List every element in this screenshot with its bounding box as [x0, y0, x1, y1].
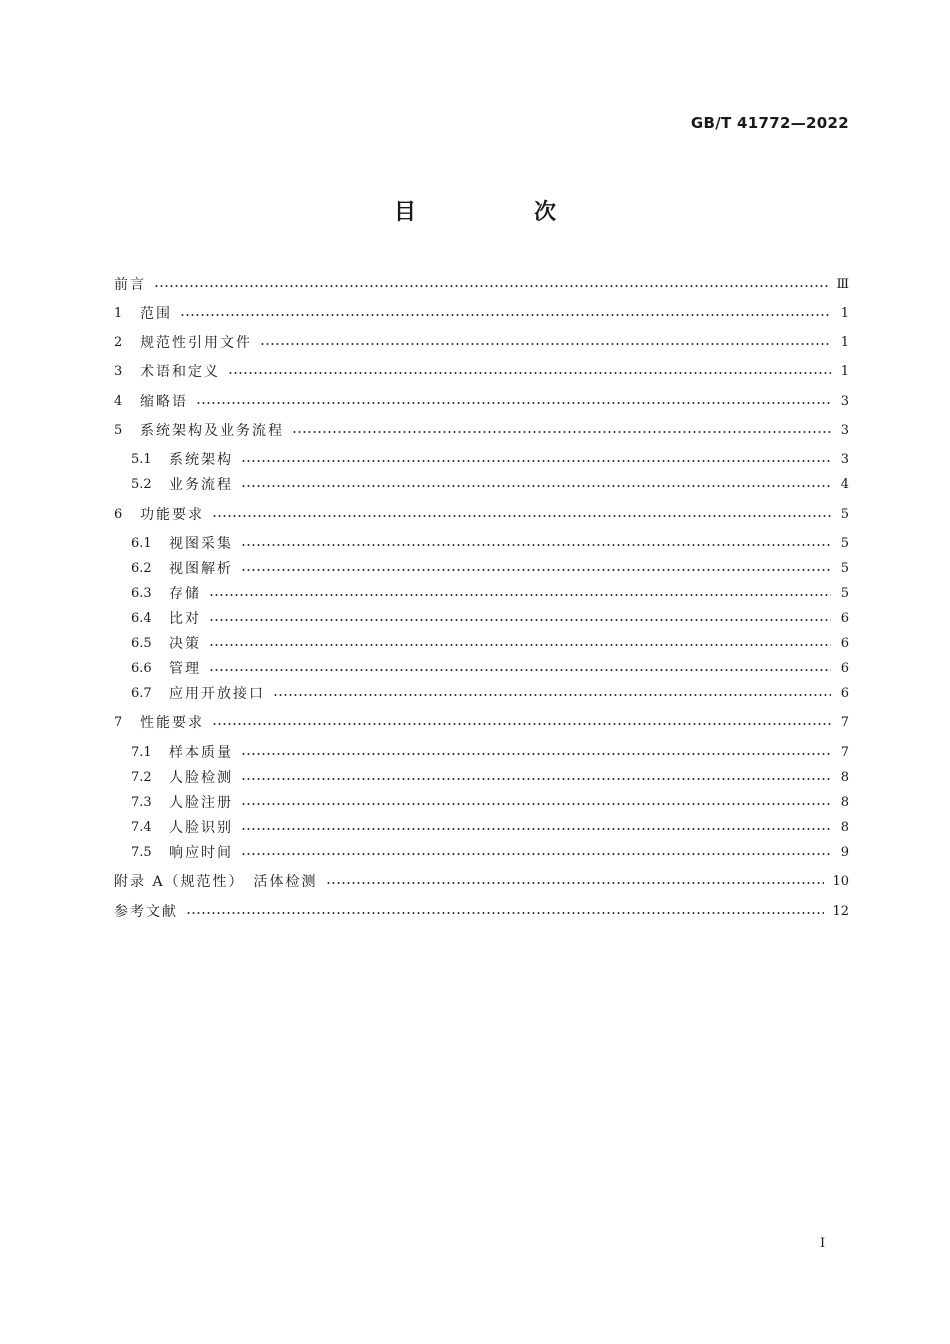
toc-entry-page: 1: [840, 335, 849, 350]
dot-leader: [180, 314, 831, 316]
toc-entry-page: 4: [840, 477, 849, 492]
dot-leader: [196, 402, 831, 404]
toc-entry-number: 6.2: [131, 561, 152, 576]
dot-leader: [241, 828, 831, 830]
toc-entry-title: 规范性引用文件: [140, 335, 252, 351]
toc-entry-title: 业务流程: [169, 477, 233, 493]
dot-leader: [241, 778, 831, 780]
toc-entry-number: 5: [114, 423, 123, 438]
toc-entry-title: 系统架构: [169, 452, 233, 468]
toc-entry-number: 5.2: [131, 477, 152, 492]
toc-entry-number: 3: [114, 364, 123, 379]
toc-entry-page: 5: [840, 536, 849, 551]
toc-entry-title: 附录 A（规范性） 活体检测: [114, 874, 318, 890]
toc-entry-page: 7: [840, 745, 849, 760]
toc-entry-page: 8: [840, 770, 849, 785]
dot-leader: [209, 644, 831, 646]
footer-page-number: I: [820, 1236, 826, 1251]
toc-entry[interactable]: [131, 683, 849, 705]
toc-entry[interactable]: [131, 474, 849, 496]
toc-entry-number: 1: [114, 306, 123, 321]
toc-entry[interactable]: [131, 449, 849, 471]
toc-entry-number: 6.1: [131, 536, 152, 551]
toc-entry-number: 7.1: [131, 745, 152, 760]
toc-entry-page: 5: [840, 586, 849, 601]
toc-entry-number: 4: [114, 394, 123, 409]
toc-entry-title: 范围: [140, 306, 172, 322]
toc-entry[interactable]: [131, 583, 849, 605]
dot-leader: [260, 343, 831, 345]
toc-entry-number: 7.3: [131, 795, 152, 810]
toc-entry-page: 12: [832, 904, 849, 919]
toc-entry[interactable]: [114, 274, 849, 296]
toc-entry-number: 6.4: [131, 611, 152, 626]
toc-entry[interactable]: [131, 633, 849, 655]
toc-entry[interactable]: [114, 391, 849, 413]
toc-entry-number: 6: [114, 507, 123, 522]
toc-entry-title: 术语和定义: [140, 364, 220, 380]
dot-leader: [209, 669, 831, 671]
dot-leader: [209, 594, 831, 596]
toc-entry-page: 8: [840, 795, 849, 810]
toc-entry-page: 9: [840, 845, 849, 860]
toc-entry-title: 人脸识别: [169, 820, 233, 836]
toc-entry-title: 系统架构及业务流程: [140, 423, 284, 439]
dot-leader: [228, 372, 831, 374]
toc-entry-page: Ⅲ: [836, 277, 849, 292]
toc-entry-title: 性能要求: [140, 715, 204, 731]
dot-leader: [241, 803, 831, 805]
toc-entry-page: 8: [840, 820, 849, 835]
standard-code: GB/T 41772—2022: [690, 114, 849, 132]
toc-entry[interactable]: [114, 901, 849, 923]
dot-leader: [241, 460, 831, 462]
dot-leader: [273, 694, 831, 696]
toc-entry-page: 6: [840, 611, 849, 626]
toc-entry-number: 7: [114, 715, 123, 730]
toc-entry-title: 决策: [169, 636, 201, 652]
toc-entry[interactable]: [114, 420, 849, 442]
toc-entry-title: 人脸注册: [169, 795, 233, 811]
dot-leader: [241, 753, 831, 755]
toc-entry-title: 响应时间: [169, 845, 233, 861]
dot-leader: [212, 723, 831, 725]
toc-entry-page: 6: [840, 686, 849, 701]
toc-entry-page: 3: [840, 394, 849, 409]
toc-entry[interactable]: [114, 712, 849, 734]
toc-entry[interactable]: [131, 842, 849, 864]
toc-entry-page: 10: [832, 874, 849, 889]
toc-entry-title: 应用开放接口: [169, 686, 265, 702]
dot-leader: [241, 569, 831, 571]
toc-entry-number: 7.2: [131, 770, 152, 785]
toc-entry-title: 存储: [169, 586, 201, 602]
toc-entry-page: 5: [840, 507, 849, 522]
dot-leader: [241, 853, 831, 855]
dot-leader: [209, 619, 831, 621]
toc-entry-page: 6: [840, 661, 849, 676]
toc-entry-page: 7: [840, 715, 849, 730]
dot-leader: [212, 515, 831, 517]
toc-entry-number: 2: [114, 335, 123, 350]
dot-leader: [241, 544, 831, 546]
dot-leader: [292, 431, 831, 433]
toc-entry-title: 样本质量: [169, 745, 233, 761]
toc-entry-page: 3: [840, 423, 849, 438]
toc-entry[interactable]: [114, 871, 849, 893]
toc-entry[interactable]: [131, 608, 849, 630]
toc-entry-page: 6: [840, 636, 849, 651]
toc-entry-title: 功能要求: [140, 507, 204, 523]
toc-entry-number: 5.1: [131, 452, 152, 467]
toc-entry[interactable]: [131, 658, 849, 680]
toc-entry-number: 6.7: [131, 686, 152, 701]
toc-entry-page: 1: [840, 364, 849, 379]
toc-entry-number: 7.4: [131, 820, 152, 835]
toc-entry-number: 6.5: [131, 636, 152, 651]
dot-leader: [326, 882, 825, 884]
toc-entry-page: 3: [840, 452, 849, 467]
toc-entry[interactable]: [131, 817, 849, 839]
dot-leader: [186, 912, 824, 914]
page-title: 目 次: [393, 200, 604, 225]
toc-entry-title: 前言: [114, 277, 146, 293]
toc-entry[interactable]: [114, 361, 849, 383]
toc-entry[interactable]: [114, 504, 849, 526]
dot-leader: [241, 485, 831, 487]
toc-entry[interactable]: [114, 332, 849, 354]
dot-leader: [154, 285, 828, 287]
toc-entry-page: 5: [840, 561, 849, 576]
toc-entry-title: 比对: [169, 611, 201, 627]
toc-entry[interactable]: [131, 792, 849, 814]
toc-entry-page: 1: [840, 306, 849, 321]
toc-entry-number: 6.6: [131, 661, 152, 676]
toc-entry[interactable]: [131, 533, 849, 555]
toc-entry-title: 缩略语: [140, 394, 188, 410]
toc-entry[interactable]: [131, 767, 849, 789]
toc-entry-title: 视图解析: [169, 561, 233, 577]
toc-entry-title: 人脸检测: [169, 770, 233, 786]
toc-entry-number: 7.5: [131, 845, 152, 860]
toc-entry-number: 6.3: [131, 586, 152, 601]
toc-entry-title: 参考文献: [114, 904, 178, 920]
toc-entry-title: 视图采集: [169, 536, 233, 552]
toc-entry-title: 管理: [169, 661, 201, 677]
toc-entry[interactable]: [131, 558, 849, 580]
toc-entry[interactable]: [131, 742, 849, 764]
toc-entry[interactable]: [114, 303, 849, 325]
